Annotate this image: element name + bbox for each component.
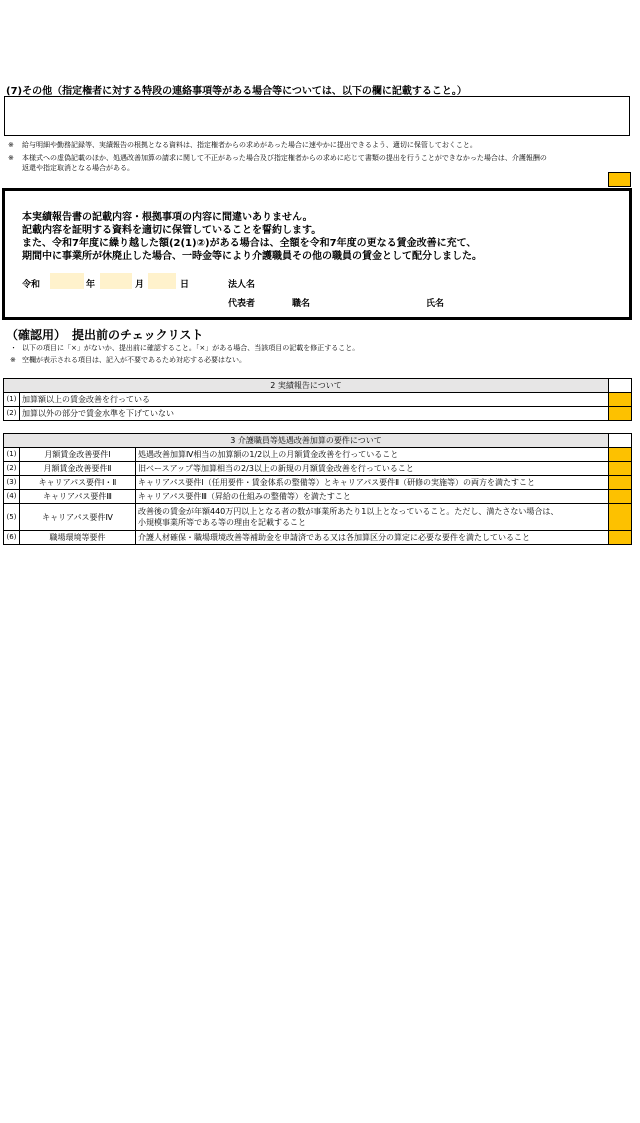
row-text-cell <box>136 504 609 531</box>
table-row <box>4 504 632 531</box>
row-number: (2) <box>4 407 20 421</box>
day-input[interactable] <box>148 273 176 289</box>
row-number: (4) <box>4 490 20 504</box>
row-number: (5) <box>4 504 20 531</box>
day-label: 日 <box>180 280 190 290</box>
table-row <box>4 448 632 462</box>
representative-label: 代表者 <box>228 299 256 309</box>
row-number: (2) <box>4 462 20 476</box>
row-text: キャリアパス要件Ⅲ（昇給の仕組みの整備等）を満たすこと <box>136 490 609 504</box>
row-number: (1) <box>4 393 20 407</box>
row-label: キャリアパス要件Ⅲ <box>20 490 136 504</box>
row-label: キャリアパス要件Ⅳ <box>20 504 136 531</box>
position-label: 職名 <box>292 299 311 309</box>
table-row <box>4 407 632 421</box>
check-cell <box>609 448 632 462</box>
note-mark: ※ <box>8 141 14 149</box>
note-text: 以下の項目に「×」がないか、提出前に確認すること。「×」がある場合、当該項目の記載を修正すること。 <box>22 344 360 352</box>
table-row <box>4 531 632 545</box>
checklist-title: （確認用） 提出前のチェックリスト <box>6 328 204 342</box>
note-1 <box>8 140 477 150</box>
name-label: 氏名 <box>426 299 445 309</box>
note-text: 本様式への虚偽記載のほか、処遇改善加算の請求に関して不正があった場合及び指定権者からの求めに応じて書類の提出を行うことができなかった場合は、介護報酬の <box>22 154 547 162</box>
row-number: (1) <box>4 448 20 462</box>
check-cell <box>608 393 631 407</box>
row-number: (3) <box>4 476 20 490</box>
row-label: 職場環境等要件 <box>20 531 136 545</box>
report-checklist-table <box>3 378 632 421</box>
section7-title: (7)その他（指定権者に対する特段の連絡事項等がある場合等については、以下の欄に記載すること。） <box>6 86 467 97</box>
check-cell <box>609 462 632 476</box>
row-label: 月額賃金改善要件Ⅱ <box>20 462 136 476</box>
row-text: 改善後の賃金が年額440万円以上となる者の数が事業所あたり1以上となっていること。ただし、満たさない場合は、 <box>138 507 559 516</box>
check-cell <box>609 531 632 545</box>
checklist-note <box>10 355 246 365</box>
row-text: 加算以外の部分で賃金水準を下げていない <box>20 407 609 421</box>
check-cell <box>609 476 632 490</box>
note-mark: ※ <box>10 356 16 364</box>
row-number: (6) <box>4 531 20 545</box>
check-cell <box>609 504 632 531</box>
year-label: 年 <box>86 280 96 290</box>
checklist-note <box>10 343 359 353</box>
other-notes-field[interactable] <box>4 96 630 136</box>
declaration-line: また、令和7年度に繰り越した額(2(1)②)がある場合は、全額を令和7年度の更なる賃金改善に充て、 <box>22 238 477 249</box>
table-row <box>4 476 632 490</box>
note-mark: ・ <box>10 344 17 352</box>
row-text: 旧ベースアップ等加算相当の2/3以上の新規の月額賃金改善を行っていること <box>136 462 609 476</box>
table-row <box>4 393 632 407</box>
row-text: 介護人材確保・職場環境改善等補助金を申請済である又は各加算区分の算定に必要な要件を満たしていること <box>136 531 609 545</box>
requirements-checklist-table <box>3 433 632 545</box>
row-text: キャリアパス要件Ⅰ（任用要件・賃金体系の整備等）とキャリアパス要件Ⅱ（研修の実施等）の両方を満たすこと <box>136 476 609 490</box>
month-input[interactable] <box>100 273 132 289</box>
check-cell <box>608 407 631 421</box>
note-mark: ※ <box>8 154 14 162</box>
year-input[interactable] <box>50 273 84 289</box>
note-text: 給与明細や勤務記録等、実績報告の根拠となる資料は、指定権者からの求めがあった場合に速やかに提出できるよう、適切に保管しておくこと。 <box>22 141 477 149</box>
check-cell <box>609 490 632 504</box>
note-text: 返還や指定取消となる場合がある。 <box>22 164 134 172</box>
note-text: 空欄が表示される項目は、記入が不要であるため対応する必要はない。 <box>22 356 246 364</box>
corporation-label: 法人名 <box>228 280 256 290</box>
status-cell <box>608 172 631 187</box>
row-text: 加算額以上の賃金改善を行っている <box>20 393 609 407</box>
table-row <box>4 462 632 476</box>
declaration-line: 本実績報告書の記載内容・根拠事項の内容に間違いありません。 <box>22 212 313 223</box>
declaration-line: 期間中に事業所が休廃止した場合、一時金等により介護職員その他の職員の賃金として配分しました。 <box>22 251 482 262</box>
row-label: 月額賃金改善要件Ⅰ <box>20 448 136 462</box>
note-2 <box>8 153 547 163</box>
row-text: 処遇改善加算Ⅳ相当の加算額の1/2以上の月額賃金改善を行っていること <box>136 448 609 462</box>
row-label: キャリアパス要件Ⅰ・Ⅱ <box>20 476 136 490</box>
declaration-line: 記載内容を証明する資料を適切に保管していることを誓約します。 <box>22 225 322 236</box>
era-label: 令和 <box>22 280 41 290</box>
row-text: 小規模事業所等である等の理由を記載すること <box>138 518 306 527</box>
table-header: 3 介護職員等処遇改善加算の要件について <box>4 434 609 448</box>
note-3 <box>8 163 134 173</box>
month-label: 月 <box>135 280 145 290</box>
table-header: 2 実績報告について <box>4 379 609 393</box>
table-row <box>4 490 632 504</box>
